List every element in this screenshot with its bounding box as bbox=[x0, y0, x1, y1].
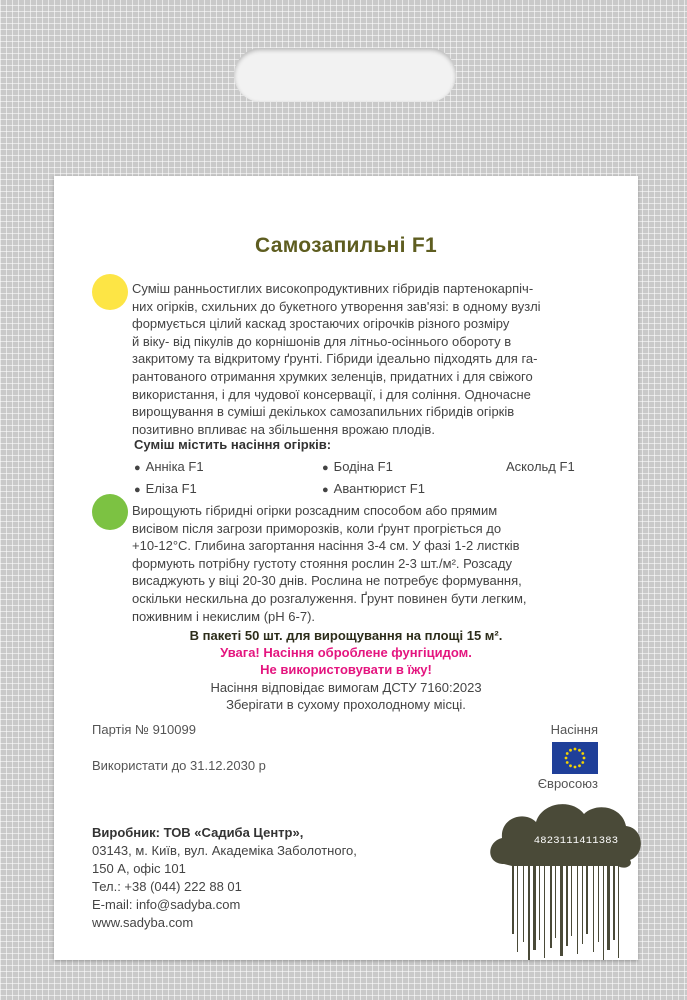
barcode-bar bbox=[577, 864, 578, 954]
bullet-icon: ● bbox=[134, 484, 141, 496]
product-title: Самозапильні F1 bbox=[255, 234, 437, 257]
barcode-bar bbox=[618, 864, 619, 958]
variety-item: ● Анніка F1 bbox=[134, 459, 204, 474]
barcode-cloud bbox=[486, 794, 644, 964]
storage-text: Зберігати в сухому прохолодному місці. bbox=[226, 697, 466, 712]
eu-star-icon bbox=[569, 764, 572, 767]
producer-info: Виробник: ТОВ «Садиба Центр», 03143, м. Київ, вул. Академіка Заболотного, 150 А, офіс 101 Тел.: +38 (044) 222 88 01 E-mail: info@sadyba.com www.sadyba.com bbox=[92, 825, 357, 930]
standard-text: Насіння відповідає вимогам ДСТУ 7160:2023 bbox=[210, 680, 482, 695]
eu-star-icon bbox=[566, 752, 569, 755]
growing-instructions: Вирощують гібридні огірки розсадним способом або прямим висівом після загрози приморозків, коли ґрунт прогріється до +10-12°С. Глибина загортання насіння 3-4 см. У фазі 1-2 листків формують потрібну густоту стояння рослин 2-3 шт./м². Розсаду висаджують у віці 20-30 днів. Рослина не потребує формування, оскільки нескильна до розгалуження. Ґрунт повинен бути легким, поживним і некислим (pH 6-7). bbox=[132, 503, 527, 624]
eu-star-icon bbox=[565, 757, 568, 760]
eu-flag-icon bbox=[552, 742, 598, 774]
seeds-label: Насіння bbox=[550, 722, 598, 737]
description-text: Суміш ранньостиглих високопродуктивних гібридів партенокарпіч- них огірків, схильних до букетного утворення зав'язі: в одному вузлі формується цілий каскад зростаючих огірочків різного розміру й віку- від пікулів до корнішонів для літньо-осіннього обороту в закритому та відкритому ґрунті. Гібриди ідеально підходять для га- рантованого отримання хрумких зеленців, придатних і для свіжого використання, і для чудової консервації, і для соління. Одночасне вирощування в суміші декількох самозапильних гібридів огірків позитивно впливає на збільшення врожаю плодів. bbox=[132, 281, 541, 437]
expiry-date: Використати до 31.12.2030 р bbox=[92, 758, 266, 773]
variety-item: Аскольд F1 bbox=[506, 459, 575, 474]
mix-title: Суміш містить насіння огірків: bbox=[134, 437, 332, 452]
barcode-bar bbox=[603, 864, 604, 960]
barcode-bar bbox=[533, 864, 536, 950]
bullet-icon: ● bbox=[322, 462, 329, 474]
eu-star-icon bbox=[581, 752, 584, 755]
eu-star-icon bbox=[581, 761, 584, 764]
barcode-bar bbox=[571, 864, 572, 936]
seed-packet-label bbox=[54, 176, 638, 960]
barcode-bar bbox=[560, 864, 563, 956]
barcode-bar bbox=[512, 864, 514, 934]
barcode-bar bbox=[555, 864, 556, 938]
barcode-bar bbox=[550, 864, 552, 948]
hang-hole bbox=[234, 48, 456, 102]
eu-label: Євросоюз bbox=[537, 776, 598, 791]
green-dot-icon bbox=[92, 494, 128, 530]
variety-item: ● Еліза F1 bbox=[134, 481, 197, 496]
batch-number: Партія № 910099 bbox=[92, 722, 196, 737]
barcode-number: 4823111411383 bbox=[533, 835, 619, 847]
eu-star-icon bbox=[566, 761, 569, 764]
barcode-bar bbox=[613, 864, 615, 940]
bullet-icon: ● bbox=[322, 484, 329, 496]
yellow-dot-icon bbox=[92, 274, 128, 310]
barcode-bar bbox=[586, 864, 588, 934]
eu-star-icon bbox=[578, 764, 581, 767]
eu-star-icon bbox=[574, 748, 577, 751]
variety-item: ● Авантюрист F1 bbox=[322, 481, 425, 496]
eu-star-icon bbox=[574, 766, 577, 769]
fungicide-warning: Увага! Насіння оброблене фунгіцидом. Не використовувати в їжу! bbox=[220, 645, 472, 677]
barcode-bar bbox=[523, 864, 524, 942]
variety-item: ● Бодіна F1 bbox=[322, 459, 393, 474]
barcode-bar bbox=[582, 864, 583, 944]
barcode-bar bbox=[544, 864, 545, 958]
barcode-bar bbox=[566, 864, 568, 946]
bullet-icon: ● bbox=[134, 462, 141, 474]
barcode-bar bbox=[517, 864, 518, 952]
standard-storage bbox=[54, 679, 638, 713]
package-info: В пакеті 50 шт. для вирощування на площі 15 м². bbox=[189, 628, 503, 643]
barcode-bar bbox=[598, 864, 599, 942]
eu-star-icon bbox=[578, 749, 581, 752]
barcode-bar bbox=[539, 864, 540, 940]
barcode-bar bbox=[593, 864, 594, 952]
barcode-bar bbox=[528, 864, 530, 960]
barcode-bar bbox=[607, 864, 610, 950]
eu-star-icon bbox=[583, 757, 586, 760]
eu-star-icon bbox=[569, 749, 572, 752]
